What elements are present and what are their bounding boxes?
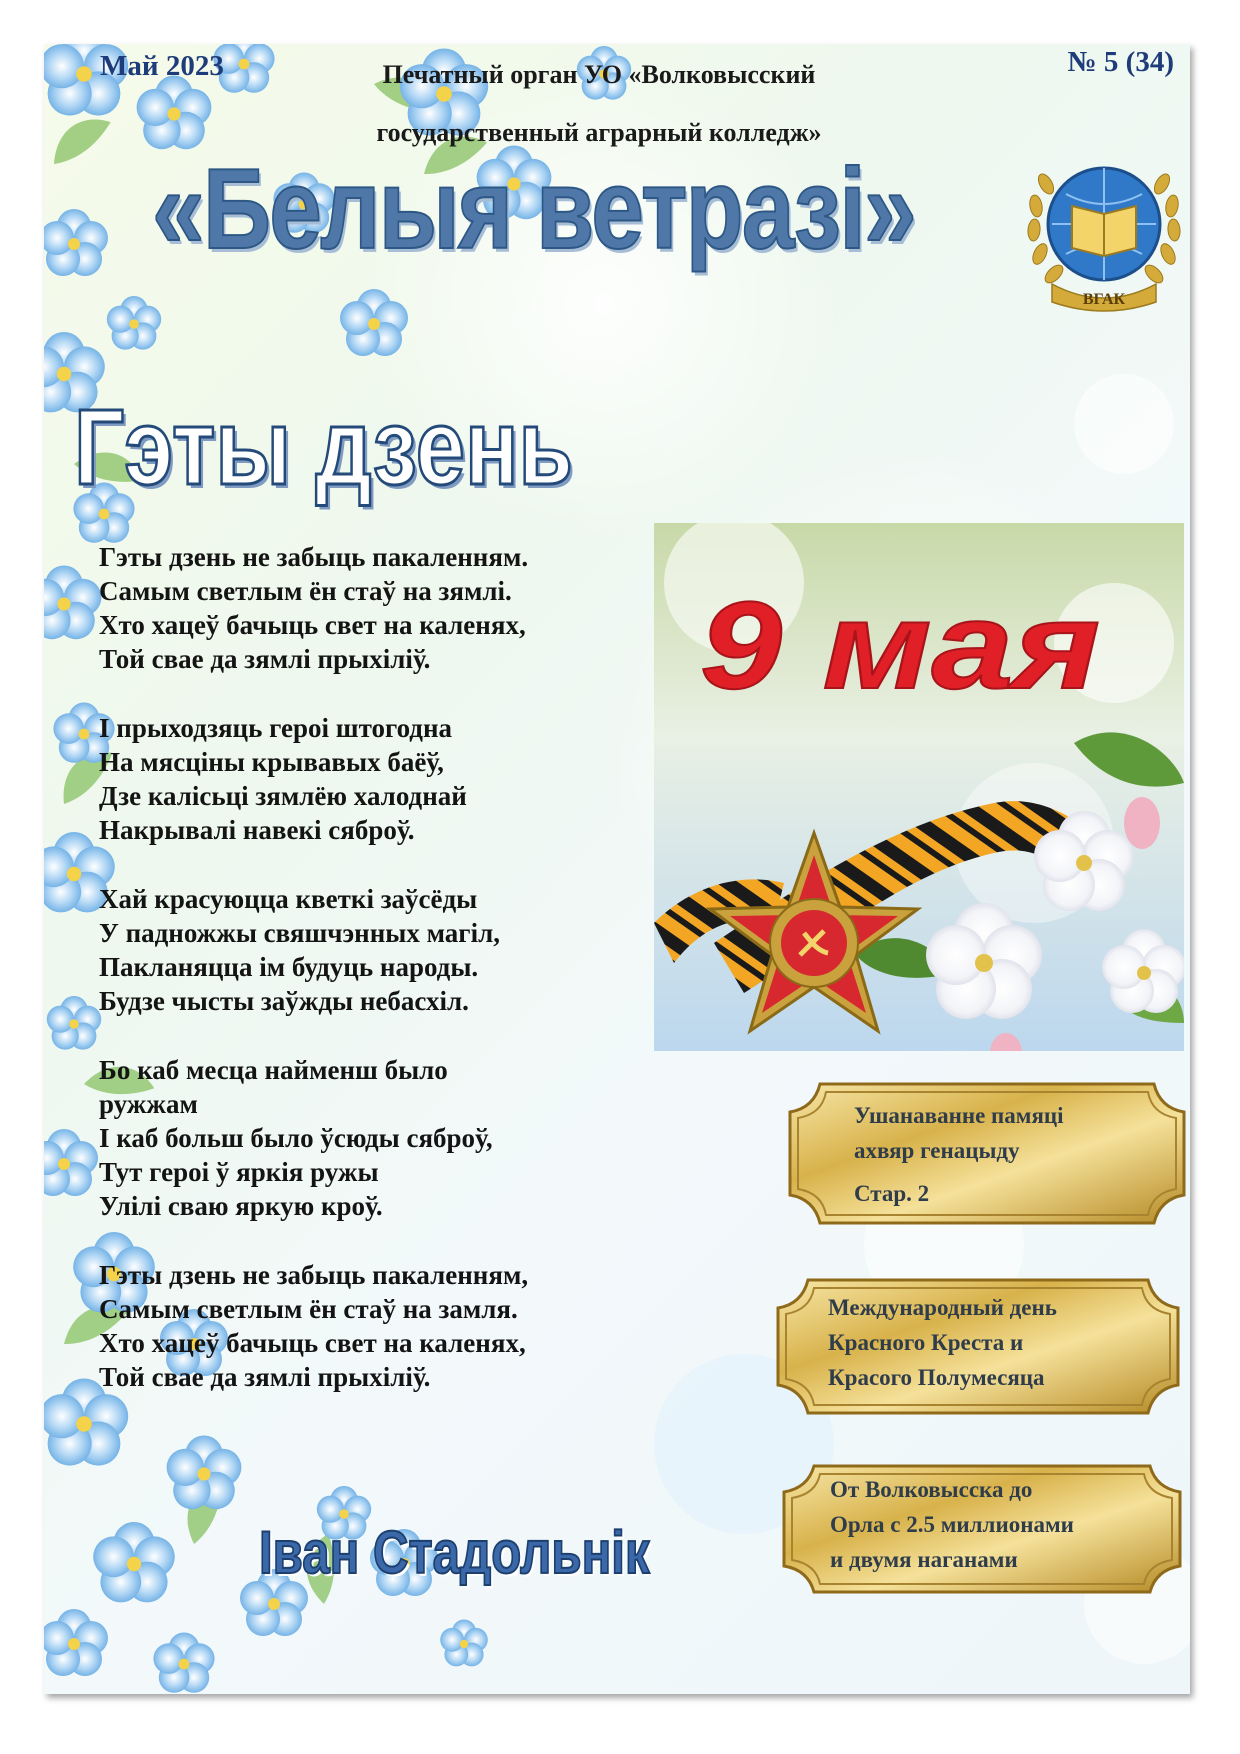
section-title: Гэты дзень	[74, 386, 573, 507]
poem-line: Той свае да зямлі прыхіліў.	[99, 1362, 431, 1392]
publisher-line-1: Печатный орган УО «Волковысский	[382, 60, 816, 89]
poem-line: Хто хацеў бачыць свет на каленях,	[99, 1328, 526, 1358]
teaser-line: ахвяр генацыду	[854, 1138, 1020, 1163]
poem-stanza	[99, 540, 659, 676]
poem-line: І прыходзяць героі штогодна	[99, 713, 453, 743]
poem-author: Іван Стадольнік	[259, 1519, 650, 1586]
poem-line: У падножжы свяшчэнных магіл,	[99, 918, 500, 948]
poem-line: Бо каб месца найменш было ружжам	[99, 1055, 448, 1119]
poem-line: Накрывалі навекі сяброў.	[99, 815, 415, 845]
poem-stanza	[99, 711, 659, 847]
photo-title: 9 мая	[700, 577, 1100, 715]
teaser-line: Красного Креста и	[828, 1330, 1024, 1355]
victory-day-illustration	[654, 523, 1184, 1051]
poem-line: Улілі сваю яркую кроў.	[99, 1191, 383, 1221]
poem-stanza	[99, 1258, 659, 1394]
poem	[99, 540, 659, 1429]
issue-number: № 5 (34)	[1067, 46, 1174, 78]
masthead-title: «Белыя ветразі»	[152, 146, 915, 273]
poem-line: Тут героі ў яркія ружы	[99, 1157, 379, 1187]
poem-line: На мясціны крывавых баёў,	[99, 747, 444, 777]
logo-text: ВГАК	[1082, 291, 1126, 308]
teaser-plaque-genocide[interactable]	[780, 1076, 1190, 1231]
poem-line: Будзе чысты заўжды небасхіл.	[99, 986, 469, 1016]
teaser-line: Ушанаванне памяці	[854, 1103, 1064, 1128]
poem-line: Самым светлым ён стаў на замля.	[99, 1294, 518, 1324]
newspaper-page	[44, 44, 1190, 1694]
victory-day-image	[654, 523, 1184, 1051]
poem-line: Гэты дзень не забыць пакаленням,	[99, 1260, 529, 1290]
poem-line: Пакланяцца ім будуць народы.	[99, 952, 479, 982]
college-emblem-icon	[1022, 144, 1186, 314]
poem-line: Самым светлым ён стаў на зямлі.	[99, 576, 512, 606]
teaser-page: Стар. 2	[854, 1181, 930, 1206]
teaser-line: От Волковысска до	[830, 1477, 1033, 1502]
publisher-line-2: государственный аграрный колледж»	[376, 118, 822, 147]
poem-line: І каб больш было ўсюды сяброў,	[99, 1123, 493, 1153]
teaser-line: Орла с 2.5 миллионами	[830, 1512, 1074, 1537]
teaser-plaque-red-cross[interactable]	[768, 1274, 1188, 1419]
teaser-line: Красого Полумесяца	[828, 1365, 1045, 1390]
poem-line: Дзе калісьці зямлёю халоднай	[99, 781, 467, 811]
poem-stanza	[99, 1053, 659, 1223]
teaser-plaque-volkovysk[interactable]	[774, 1460, 1190, 1598]
teaser-line: Международный день	[828, 1295, 1057, 1320]
teaser-line: и двумя наганами	[830, 1547, 1018, 1572]
poem-stanza	[99, 882, 659, 1018]
poem-line: Хто хацеў бачыць свет на каленях,	[99, 610, 526, 640]
poem-line: Гэты дзень не забыць пакаленням.	[99, 542, 529, 572]
poem-line: Той свае да зямлі прыхіліў.	[99, 644, 431, 674]
poem-line: Хай красуюцца кветкі заўсёды	[99, 884, 478, 914]
issue-date: Май 2023	[100, 50, 224, 82]
